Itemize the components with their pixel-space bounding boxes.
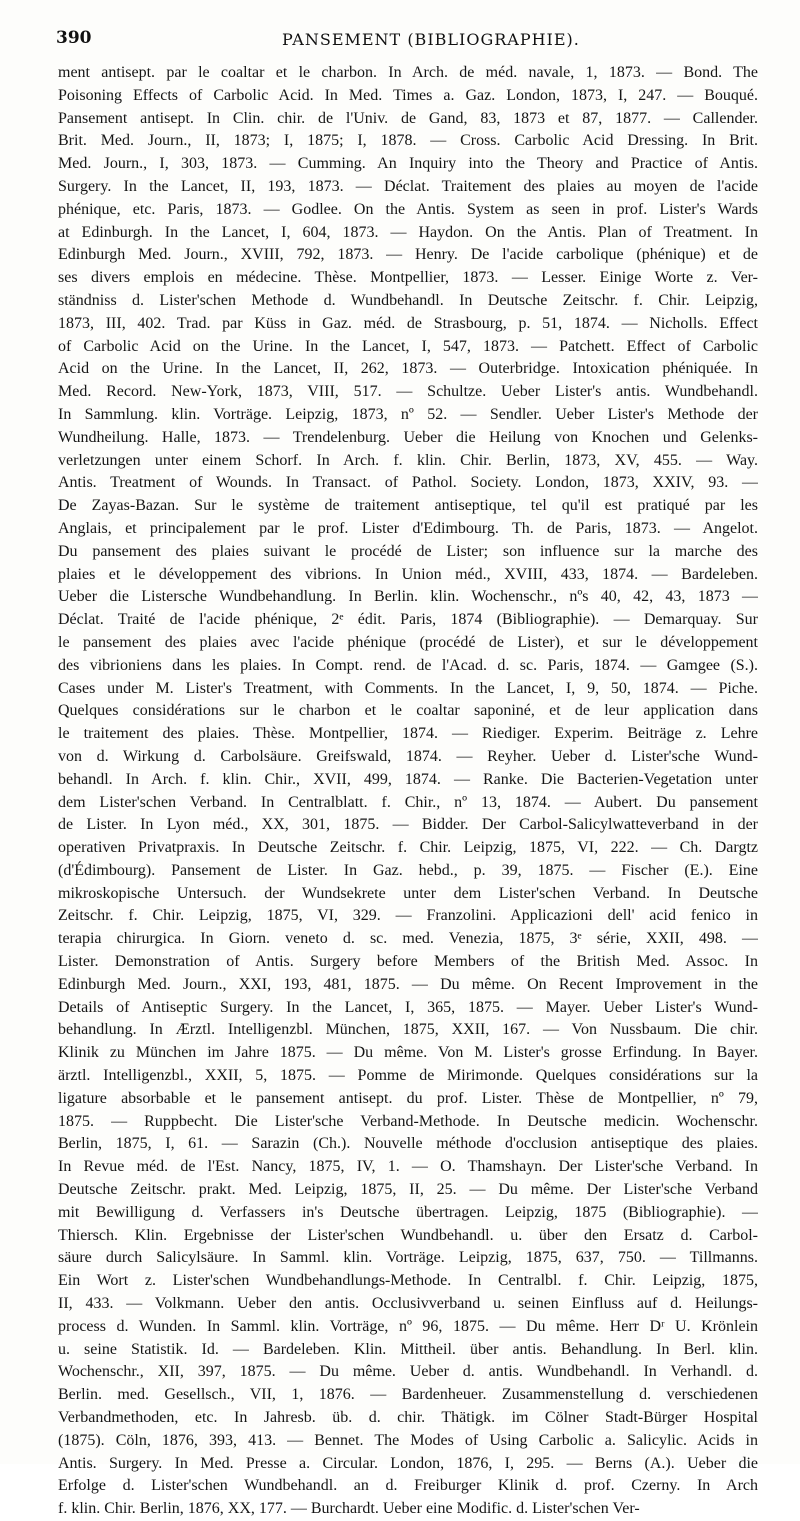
text-line: (d'Édimbourg). Pansement de Lister. In Gaz. hebd., p. 39, 1875. — Fischer (E.). Eine xyxy=(58,861,758,879)
text-line: ständniss d. Lister'schen Methode d. Wundbehandl. In Deutsche Zeitschr. f. Chir. Leipzig, xyxy=(58,291,758,309)
text-line: 1873, III, 402. Trad. par Küss in Gaz. méd. de Strasbourg, p. 51, 1874. — Nicholls. Effect xyxy=(58,314,758,332)
text-line: Med. Journ., I, 303, 1873. — Cumming. An Inquiry into the Theory and Practice of Antis. xyxy=(58,155,758,173)
text-line: Quelques considérations sur le charbon et le coaltar saponiné, et de leur application dans xyxy=(58,702,758,720)
text-line: de Lister. In Lyon méd., XX, 301, 1875. — Bidder. Der Carbol-Salicylwatteverband in der xyxy=(58,816,758,834)
text-line: Cases under M. Lister's Treatment, with Comments. In the Lancet, I, 9, 50, 1874. — Piche. xyxy=(58,679,758,697)
text-line: Antis. Treatment of Wounds. In Transact. of Pathol. Society. London, 1873, XXIV, 93. — xyxy=(58,474,758,492)
text-line: Edinburgh Med. Journ., XVIII, 792, 1873. — Henry. De l'acide carbolique (phénique) et de xyxy=(58,246,758,264)
text-line: Anglais, et principalement par le prof. Lister d'Edimbourg. Th. de Paris, 1873. — Angelot. xyxy=(58,519,758,537)
text-line: Brit. Med. Journ., II, 1873; I, 1875; I, 1878. — Cross. Carbolic Acid Dressing. In Brit. xyxy=(58,132,758,150)
text-line: Verbandmethoden, etc. In Jahresb. üb. d. chir. Thätigk. im Cölner Stadt-Bürger Hospital xyxy=(58,1409,758,1427)
text-line: f. klin. Chir. Berlin, 1876, XX, 177. — Burchardt. Ueber eine Modific. d. Lister'schen Ver- xyxy=(58,1500,640,1518)
text-line: 1875. — Ruppbecht. Die Lister'sche Verband-Methode. In Deutsche medicin. Wochenschr. xyxy=(58,1112,758,1130)
text-line: Wochenschr., XII, 397, 1875. — Du même. Ueber d. antis. Wundbehandl. In Verhandl. d. xyxy=(58,1363,758,1381)
text-line: Med. Record. New-York, 1873, VIII, 517. — Schultze. Ueber Lister's antis. Wundbehandl. xyxy=(58,383,758,401)
text-line: Déclat. Traité de l'acide phénique, 2ᵉ édit. Paris, 1874 (Bibliographie). — Demarquay. Sur xyxy=(58,611,758,629)
text-line: Du pansement des plaies suivant le procédé de Lister; son influence sur la marche des xyxy=(58,542,758,560)
text-line: le pansement des plaies avec l'acide phénique (procédé de Lister), et sur le développement xyxy=(58,633,758,651)
text-line: II, 433. — Volkmann. Ueber den antis. Occlusivverband u. seinen Einfluss auf d. Heilungs- xyxy=(58,1295,758,1313)
text-line: Berlin, 1875, I, 61. — Sarazin (Ch.). Nouvelle méthode d'occlusion antiseptique des plaies. xyxy=(58,1135,758,1153)
text-line: Lister. Demonstration of Antis. Surgery before Members of the British Med. Assoc. In xyxy=(58,953,758,971)
text-line: Klinik zu München im Jahre 1875. — Du même. Von M. Lister's grosse Erfindung. In Bayer. xyxy=(58,1044,758,1062)
text-line: mit Bewilligung d. Verfassers in's Deutsche übertragen. Leipzig, 1875 (Bibliographie). — xyxy=(58,1203,758,1221)
text-line: at Edinburgh. In the Lancet, I, 604, 1873. — Haydon. On the Antis. Plan of Treatment. In xyxy=(58,223,758,241)
text-line: behandl. In Arch. f. klin. Chir., XVII, 499, 1874. — Ranke. Die Bacterien-Vegetation unter xyxy=(58,770,758,788)
text-line: of Carbolic Acid on the Urine. In the Lancet, I, 547, 1873. — Patchett. Effect of Carbolic xyxy=(58,337,758,355)
text-line: des vibrioniens dans les plaies. In Compt. rend. de l'Acad. d. sc. Paris, 1874. — Gamgee (S.). xyxy=(58,656,758,674)
bibliography-text xyxy=(58,62,758,1521)
text-line: Deutsche Zeitschr. prakt. Med. Leipzig, 1875, II, 25. — Du même. Der Lister'sche Verband xyxy=(58,1181,758,1199)
text-line: verletzungen unter einem Schorf. In Arch. f. klin. Chir. Berlin, 1873, XV, 455. — Way. xyxy=(58,451,758,469)
text-line: Edinburgh Med. Journ., XXI, 193, 481, 1875. — Du même. On Recent Improvement in the xyxy=(58,975,758,993)
text-line: Poisoning Effects of Carbolic Acid. In Med. Times a. Gaz. London, 1873, I, 247. — Bouqué. xyxy=(58,86,758,104)
text-line: Details of Antiseptic Surgery. In the Lancet, I, 365, 1875. — Mayer. Ueber Lister's Wund- xyxy=(58,998,758,1016)
text-line: behandlung. In Ærztl. Intelligenzbl. München, 1875, XXII, 167. — Von Nussbaum. Die chir. xyxy=(58,1021,758,1039)
text-line: process d. Wunden. In Samml. klin. Vorträge, nº 96, 1875. — Du même. Herr Dʳ U. Krönlein xyxy=(58,1317,758,1335)
text-line: Thiersch. Klin. Ergebnisse der Lister'schen Wundbehandl. u. über den Ersatz d. Carbol- xyxy=(58,1226,758,1244)
text-line: terapia chirurgica. In Giorn. veneto d. sc. med. Venezia, 1875, 3ᵉ série, XXII, 498. — xyxy=(58,930,758,948)
text-line: Zeitschr. f. Chir. Leipzig, 1875, VI, 329. — Franzolini. Applicazioni dell' acid fenico in xyxy=(58,907,758,925)
text-line: Ein Wort z. Lister'schen Wundbehandlungs-Methode. In Centralbl. f. Chir. Leipzig, 1875, xyxy=(58,1272,758,1290)
text-line: Berlin. med. Gesellsch., VII, 1, 1876. — Bardenheuer. Zusammenstellung d. verschiedenen xyxy=(58,1386,758,1404)
text-line: dem Lister'schen Verband. In Centralblatt. f. Chir., nº 13, 1874. — Aubert. Du pansement xyxy=(58,793,758,811)
text-line: In Sammlung. klin. Vorträge. Leipzig, 1873, nº 52. — Sendler. Ueber Lister's Methode der xyxy=(58,405,758,423)
text-line: Surgery. In the Lancet, II, 193, 1873. — Déclat. Traitement des plaies au moyen de l'acide xyxy=(58,177,758,195)
text-line: plaies et le développement des vibrions. In Union méd., XVIII, 433, 1874. — Bardeleben. xyxy=(58,565,758,583)
text-line: phénique, etc. Paris, 1873. — Godlee. On the Antis. System as seen in prof. Lister's Wards xyxy=(58,200,758,218)
text-line: ärztl. Intelligenzbl., XXII, 5, 1875. — Pomme de Mirimonde. Quelques considérations sur la xyxy=(58,1067,758,1085)
running-head: PANSEMENT (BIBLIOGRAPHIE). xyxy=(282,30,580,49)
text-line: ment antisept. par le coaltar et le charbon. In Arch. de méd. navale, 1, 1873. — Bond. The xyxy=(58,64,758,81)
text-line: ses divers emplois en médecine. Thèse. Montpellier, 1873. — Lesser. Einige Worte z. Ver- xyxy=(58,269,758,287)
text-line: mikroskopische Untersuch. der Wundsekrete unter dem Lister'schen Verband. In Deutsche xyxy=(58,884,758,902)
text-line: De Zayas-Bazan. Sur le système de traitement antiseptique, tel qu'il est pratiqué par les xyxy=(58,497,758,515)
text-line: Antis. Surgery. In Med. Presse a. Circular. London, 1876, I, 295. — Berns (A.). Ueber die xyxy=(58,1454,758,1472)
text-line: u. seine Statistik. Id. — Bardeleben. Klin. Mittheil. über antis. Behandlung. In Berl. klin. xyxy=(58,1340,758,1358)
text-line: ligature absorbable et le pansement antisept. du prof. Lister. Thèse de Montpellier, nº 79, xyxy=(58,1089,758,1107)
text-line: operativen Privatpraxis. In Deutsche Zeitschr. f. Chir. Leipzig, 1875, VI, 222. — Ch. Dargtz xyxy=(58,839,758,857)
text-line: Pansement antisept. In Clin. chir. de l'Univ. de Gand, 83, 1873 et 87, 1877. — Callender. xyxy=(58,109,758,127)
text-line: le traitement des plaies. Thèse. Montpellier, 1874. — Riediger. Experim. Beiträge z. Lehre xyxy=(58,725,758,743)
text-line: Erfolge d. Lister'schen Wundbehandl. an d. Freiburger Klinik d. prof. Czerny. In Arch xyxy=(58,1477,758,1495)
text-line: Acid on the Urine. In the Lancet, II, 262, 1873. — Outerbridge. Intoxication phéniquée. In xyxy=(58,360,758,378)
text-line: säure durch Salicylsäure. In Samml. klin. Vorträge. Leipzig, 1875, 637, 750. — Tillmanns. xyxy=(58,1249,758,1267)
text-line: Ueber die Listersche Wundbehandlung. In Berlin. klin. Wochenschr., nºs 40, 42, 43, 1873 — xyxy=(58,588,758,606)
text-line: von d. Wirkung d. Carbolsäure. Greifswald, 1874. — Reyher. Ueber d. Lister'sche Wund- xyxy=(58,747,758,765)
page-number: 390 xyxy=(56,28,92,48)
text-line: (1875). Cöln, 1876, 393, 413. — Bennet. The Modes of Using Carbolic a. Salicylic. Acids in xyxy=(58,1431,758,1449)
text-line: In Revue méd. de l'Est. Nancy, 1875, IV, 1. — O. Thamshayn. Der Lister'sche Verband. In xyxy=(58,1158,758,1176)
text-line: Wundheilung. Halle, 1873. — Trendelenburg. Ueber die Heilung von Knochen und Gelenks- xyxy=(58,428,758,446)
